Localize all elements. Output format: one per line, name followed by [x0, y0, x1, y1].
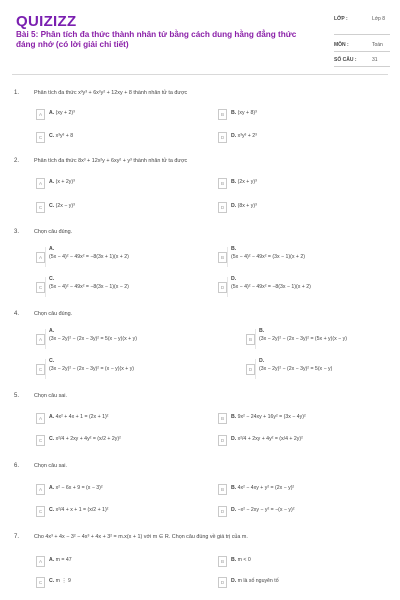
option-letter-box: C [36, 364, 45, 375]
option-letter-box: D [218, 435, 227, 446]
option-label: C. [49, 358, 55, 364]
question-number: 6. [14, 463, 20, 469]
option-text: B. 4x² − 4xy + y² = (2x − y)² [231, 485, 295, 491]
question-number: 2. [14, 158, 20, 164]
option-label: A. [49, 246, 55, 252]
quizizz-logo: QUIZIZZ [16, 13, 77, 30]
meta-value: 31 [372, 57, 378, 63]
meta-table [334, 14, 390, 67]
meta-key: SỐ CÂU : [334, 57, 357, 63]
question-number: 5. [14, 393, 20, 399]
option-label: B. [259, 328, 265, 334]
option-text: D. x²/4 + 2xy + 4y² = (x/4 + 2y)² [231, 436, 303, 442]
question-stem: Cho 4x³ + 4x − 3² − 4x³ + 4x + 3² = m.x(x + 1) với m ∈ R. Chọn câu đúng về giá trị của m. [34, 534, 248, 540]
option-text: (5x − 4)² − 49x² = −8(3x − 1)(x + 2) [231, 284, 311, 290]
option-divider [45, 277, 46, 297]
question-stem: Chọn câu sai. [34, 393, 67, 399]
option-text: D. −x² − 2xy − y² = −(x − y)² [231, 507, 295, 513]
question-number: 4. [14, 311, 20, 317]
question-number: 1. [14, 90, 20, 96]
option-text: B. (2x + y)³ [231, 179, 257, 185]
option-letter-box: A [36, 556, 45, 567]
option-letter-box: A [36, 413, 45, 424]
option-letter-box: A [36, 484, 45, 495]
option-label: D. [231, 276, 237, 282]
option-label: B. [231, 246, 237, 252]
option-text: A. 4x² + 4x + 1 = (2x + 1)² [49, 414, 109, 420]
option-text: (5x − 4)² − 49x² = −8(3x + 1)(x + 2) [49, 254, 129, 260]
option-text: C. x²/4 + 2xy + 4y² = (x/2 + 2y)² [49, 436, 121, 442]
option-text: A. (xy + 2)³ [49, 110, 75, 116]
option-divider [255, 359, 256, 379]
option-letter-box: C [36, 506, 45, 517]
option-letter-box: A [36, 252, 45, 263]
option-text: C. (2x − y)³ [49, 203, 75, 209]
option-letter-box: D [218, 132, 227, 143]
option-letter-box: D [218, 202, 227, 213]
option-letter-box: D [218, 577, 227, 588]
option-letter-box: C [36, 282, 45, 293]
option-letter-box: B [246, 334, 255, 345]
option-letter-box: D [218, 506, 227, 517]
option-text: D. m là số nguyên tố [231, 578, 279, 584]
question-stem: Phân tích đa thức 8x³ + 12x²y + 6xy² + y³ thành nhân tử ta được [34, 158, 188, 164]
question-stem: Chọn câu sai. [34, 463, 67, 469]
option-divider [45, 359, 46, 379]
option-label: C. [49, 276, 55, 282]
header-divider [12, 74, 388, 75]
option-text: A. (x + 2y)³ [49, 179, 75, 185]
option-text: B. 9x² − 24xy + 16y² = (3x − 4y)² [231, 414, 306, 420]
question-stem: Chọn câu đúng. [34, 311, 73, 317]
option-letter-box: B [218, 556, 227, 567]
meta-key: MÔN : [334, 42, 349, 48]
option-divider [227, 247, 228, 267]
option-text: C. x²/4 + x + 1 = (x/2 + 1)² [49, 507, 109, 513]
question-stem: Chọn câu đúng. [34, 229, 73, 235]
option-text: B. (xy + 8)³ [231, 110, 257, 116]
option-text: (3x − 2y)² − (2x − 3y)² = (x − y)(x + y) [49, 366, 135, 372]
meta-value: Toán [372, 42, 383, 48]
meta-row-class [334, 14, 390, 35]
option-letter-box: D [246, 364, 255, 375]
option-text: C. x³y³ + 8 [49, 133, 74, 139]
option-letter-box: C [36, 577, 45, 588]
option-divider [45, 247, 46, 267]
option-letter-box: C [36, 132, 45, 143]
option-text: A. x² − 6x + 9 = (x − 3)² [49, 485, 103, 491]
option-text: A. m = 47 [49, 557, 72, 563]
question-number: 3. [14, 229, 20, 235]
page-title: Bài 5: Phân tích đa thức thành nhân tử bằng cách dung hằng đẳng thức đáng nhớ (có lời giải chi tiết) [16, 30, 297, 49]
option-text: (5x − 4)² − 49x² = −8(3x − 1)(x − 2) [49, 284, 129, 290]
meta-key: LỚP : [334, 16, 348, 22]
meta-row-subject [334, 35, 390, 52]
option-text: (3x − 2y)² − (2x − 3y)² = 5(x − y) [259, 366, 333, 372]
meta-row-count [334, 52, 390, 67]
option-text: D. x³y³ + 2³ [231, 133, 257, 139]
option-divider [255, 329, 256, 349]
option-letter-box: A [36, 334, 45, 345]
option-label: D. [259, 358, 265, 364]
option-letter-box: C [36, 435, 45, 446]
option-letter-box: B [218, 413, 227, 424]
option-letter-box: B [218, 252, 227, 263]
option-text: (3x − 2y)² − (2x − 3y)² = 5(x − y)(x + y) [49, 336, 137, 342]
question-stem: Phân tích đa thức x³y³ + 6x²y² + 12xy + 8 thành nhân tử ta được [34, 90, 188, 96]
meta-value: Lớp 8 [372, 16, 386, 22]
option-letter-box: C [36, 202, 45, 213]
question-number: 7. [14, 534, 20, 540]
option-text: (5x − 4)² − 49x² = (3x − 1)(x + 2) [231, 254, 305, 260]
option-letter-box: A [36, 109, 45, 120]
option-letter-box: A [36, 178, 45, 189]
option-divider [45, 329, 46, 349]
option-letter-box: D [218, 282, 227, 293]
option-divider [227, 277, 228, 297]
option-letter-box: B [218, 484, 227, 495]
option-text: (3x − 2y)² − (2x − 3y)² = (5x + y)(x − y) [259, 336, 347, 342]
option-text: D. (8x + y)³ [231, 203, 257, 209]
option-letter-box: B [218, 178, 227, 189]
option-label: A. [49, 328, 55, 334]
option-letter-box: B [218, 109, 227, 120]
option-text: C. m ⋮ 9 [49, 578, 71, 584]
option-text: B. m < 0 [231, 557, 251, 563]
